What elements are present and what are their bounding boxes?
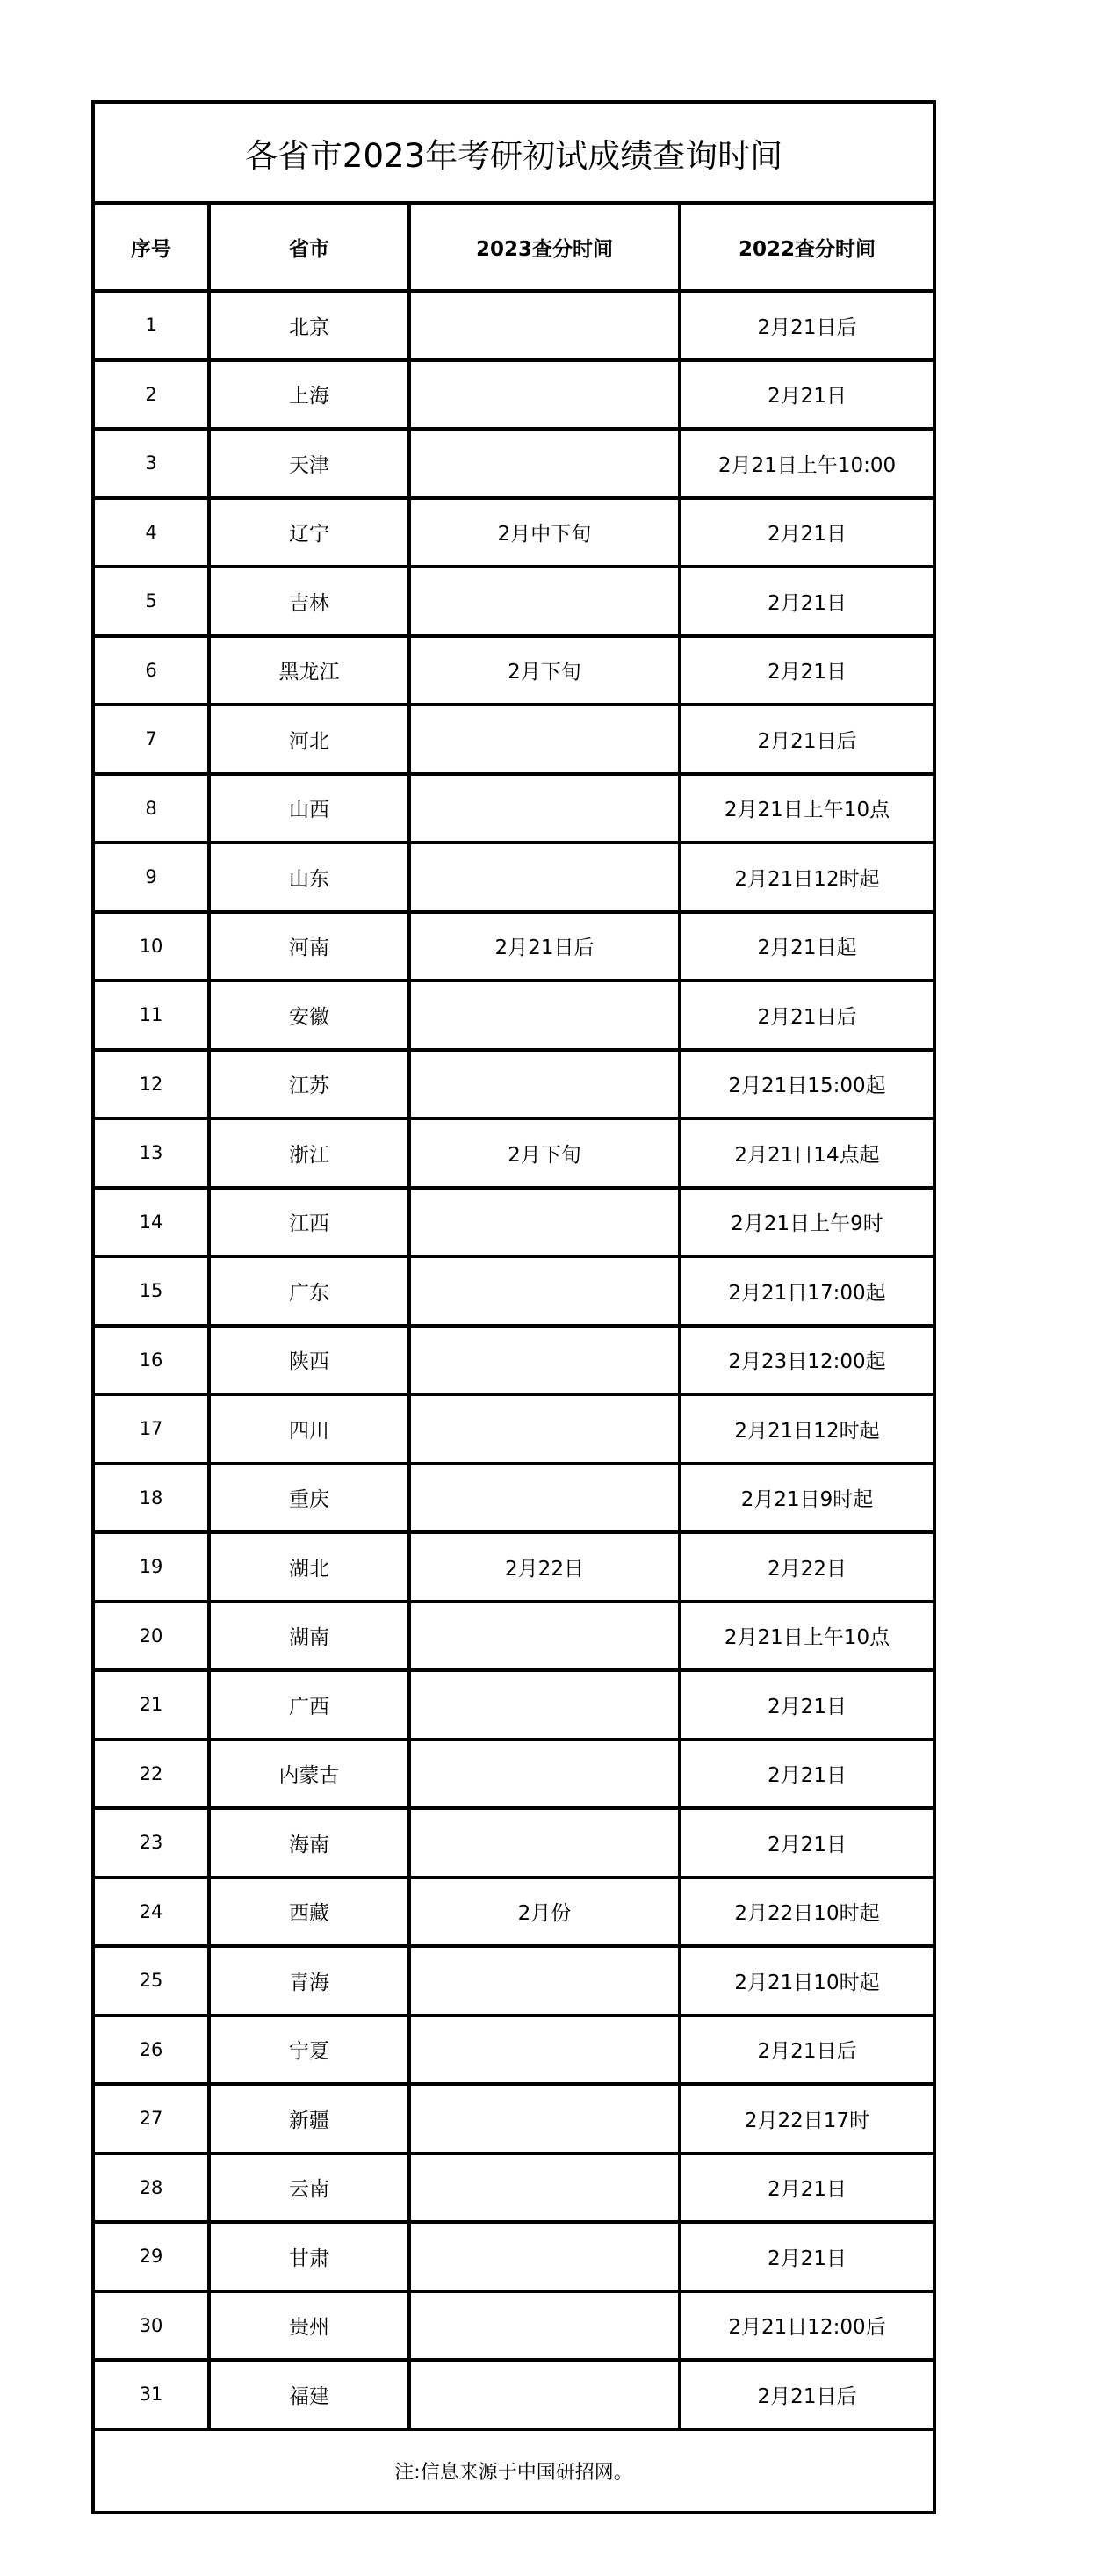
row-2023-time-cell — [407, 1948, 678, 2014]
row-2023-time-cell: 2月下旬 — [407, 638, 678, 704]
row-province-cell: 吉林 — [207, 568, 407, 634]
row-2022-time-cell: 2月21日上午10:00 — [678, 431, 933, 496]
row-index-cell: 17 — [139, 1418, 163, 1440]
table-row — [95, 1258, 933, 1328]
row-2022-time-cell: 2月21日10时起 — [678, 1948, 933, 2014]
row-province-cell: 新疆 — [207, 2086, 407, 2152]
row-province-cell: 浙江 — [207, 1120, 407, 1186]
row-index-cell: 28 — [139, 2176, 163, 2198]
row-index-cell: 8 — [145, 797, 157, 819]
row-2022-time-cell: 2月21日 — [678, 1810, 933, 1876]
row-2022-time-cell: 2月21日 — [678, 362, 933, 428]
row-2022-time-cell: 2月21日12:00后 — [678, 2293, 933, 2359]
row-2022-time-cell: 2月22日 — [678, 1534, 933, 1600]
table-row — [95, 2224, 933, 2293]
table-row — [95, 914, 933, 983]
row-province-cell: 重庆 — [207, 1465, 407, 1531]
row-2023-time-cell: 2月21日后 — [407, 914, 678, 980]
row-2023-time-cell — [407, 1190, 678, 1255]
row-2023-time-cell — [407, 1258, 678, 1324]
table-row — [95, 500, 933, 569]
table-row — [95, 1879, 933, 1949]
row-2022-time-cell: 2月21日 — [678, 568, 933, 634]
row-index-cell: 7 — [145, 728, 157, 750]
row-province-cell: 宁夏 — [207, 2017, 407, 2083]
row-2022-time-cell: 2月21日15:00起 — [678, 1052, 933, 1118]
row-index-cell: 9 — [145, 866, 157, 888]
table-row — [95, 1396, 933, 1465]
row-2023-time-cell — [407, 431, 678, 496]
table-row — [95, 706, 933, 776]
row-province-cell: 江西 — [207, 1190, 407, 1255]
row-index-cell: 4 — [145, 521, 157, 543]
row-province-cell: 陕西 — [207, 1328, 407, 1393]
row-2023-time-cell — [407, 2293, 678, 2359]
row-2023-time-cell — [407, 2155, 678, 2221]
column-header-index: 序号 — [131, 237, 171, 261]
row-province-cell: 河南 — [207, 914, 407, 980]
row-2023-time-cell — [407, 1396, 678, 1462]
row-2023-time-cell — [407, 982, 678, 1048]
row-index-cell: 30 — [139, 2314, 163, 2336]
row-2022-time-cell: 2月21日后 — [678, 293, 933, 358]
row-2022-time-cell: 2月21日12时起 — [678, 844, 933, 910]
table-footnote: 注:信息来源于中国研招网。 — [91, 2431, 936, 2514]
row-province-cell: 福建 — [207, 2362, 407, 2428]
row-index-cell: 16 — [139, 1349, 163, 1371]
row-province-cell: 北京 — [207, 293, 407, 358]
row-2022-time-cell: 2月21日起 — [678, 914, 933, 980]
row-2022-time-cell: 2月21日 — [678, 2155, 933, 2221]
row-2023-time-cell — [407, 2017, 678, 2083]
row-2022-time-cell: 2月21日上午10点 — [678, 776, 933, 842]
row-2022-time-cell: 2月21日后 — [678, 982, 933, 1048]
row-2023-time-cell: 2月下旬 — [407, 1120, 678, 1186]
row-2023-time-cell — [407, 844, 678, 910]
row-province-cell: 湖北 — [207, 1534, 407, 1600]
row-2022-time-cell: 2月21日 — [678, 2224, 933, 2290]
row-province-cell: 广西 — [207, 1672, 407, 1738]
row-index-cell: 2 — [145, 383, 157, 405]
row-index-cell: 21 — [139, 1694, 163, 1716]
row-province-cell: 辽宁 — [207, 500, 407, 566]
table-row — [95, 2017, 933, 2087]
row-2023-time-cell: 2月中下旬 — [407, 500, 678, 566]
row-2022-time-cell: 2月21日后 — [678, 2017, 933, 2083]
row-index-cell: 19 — [139, 1556, 163, 1578]
row-index-cell: 12 — [139, 1073, 163, 1095]
row-province-cell: 天津 — [207, 431, 407, 496]
row-2022-time-cell: 2月21日后 — [678, 2362, 933, 2428]
row-2022-time-cell: 2月21日 — [678, 1672, 933, 1738]
row-2022-time-cell: 2月21日 — [678, 1741, 933, 1807]
row-index-cell: 1 — [145, 315, 157, 336]
row-2022-time-cell: 2月23日12:00起 — [678, 1328, 933, 1393]
row-province-cell: 内蒙古 — [207, 1741, 407, 1807]
row-2023-time-cell — [407, 1672, 678, 1738]
row-2023-time-cell — [407, 2086, 678, 2152]
table-row — [95, 362, 933, 431]
row-2023-time-cell — [407, 1328, 678, 1393]
row-index-cell: 22 — [139, 1762, 163, 1784]
row-province-cell: 上海 — [207, 362, 407, 428]
row-province-cell: 黑龙江 — [207, 638, 407, 704]
row-2023-time-cell — [407, 1741, 678, 1807]
row-2022-time-cell: 2月21日 — [678, 638, 933, 704]
table-row — [95, 1810, 933, 1879]
row-2023-time-cell — [407, 776, 678, 842]
table-header-row — [95, 205, 933, 293]
row-2022-time-cell: 2月22日17时 — [678, 2086, 933, 2152]
row-index-cell: 13 — [139, 1142, 163, 1164]
row-2022-time-cell: 2月21日上午9时 — [678, 1190, 933, 1255]
table-row — [95, 431, 933, 500]
row-index-cell: 25 — [139, 1970, 163, 1992]
row-2023-time-cell — [407, 2224, 678, 2290]
row-province-cell: 贵州 — [207, 2293, 407, 2359]
row-2022-time-cell: 2月21日12时起 — [678, 1396, 933, 1462]
table-row — [95, 1465, 933, 1535]
row-index-cell: 10 — [139, 935, 163, 957]
row-index-cell: 15 — [139, 1280, 163, 1302]
row-index-cell: 20 — [139, 1624, 163, 1646]
table-row — [95, 1603, 933, 1673]
row-2023-time-cell — [407, 706, 678, 772]
row-index-cell: 26 — [139, 2038, 163, 2060]
row-2023-time-cell — [407, 1052, 678, 1118]
row-province-cell: 青海 — [207, 1948, 407, 2014]
table-grid — [91, 201, 936, 2431]
table-row — [95, 1120, 933, 1190]
row-2023-time-cell — [407, 1603, 678, 1669]
row-index-cell: 29 — [139, 2246, 163, 2268]
row-province-cell: 四川 — [207, 1396, 407, 1462]
table-title: 各省市2023年考研初试成绩查询时间 — [91, 100, 936, 201]
row-province-cell: 江苏 — [207, 1052, 407, 1118]
row-2023-time-cell — [407, 1810, 678, 1876]
row-2022-time-cell: 2月21日后 — [678, 706, 933, 772]
table-row — [95, 1948, 933, 2017]
row-province-cell: 安徽 — [207, 982, 407, 1048]
row-index-cell: 18 — [139, 1487, 163, 1509]
row-index-cell: 24 — [139, 1900, 163, 1922]
row-province-cell: 西藏 — [207, 1879, 407, 1945]
row-2022-time-cell: 2月21日上午10点 — [678, 1603, 933, 1669]
row-2023-time-cell: 2月22日 — [407, 1534, 678, 1600]
column-header-province: 省市 — [207, 205, 407, 289]
table-row — [95, 1052, 933, 1121]
table-row — [95, 1328, 933, 1397]
table-row — [95, 1190, 933, 1259]
table-row — [95, 568, 933, 638]
row-2023-time-cell — [407, 1465, 678, 1531]
table-row — [95, 293, 933, 362]
row-2023-time-cell — [407, 568, 678, 634]
table-row — [95, 982, 933, 1052]
row-2023-time-cell — [407, 362, 678, 428]
table-body — [95, 293, 933, 2431]
table-row — [95, 776, 933, 845]
table-row — [95, 638, 933, 707]
row-2022-time-cell: 2月22日10时起 — [678, 1879, 933, 1945]
row-province-cell: 甘肃 — [207, 2224, 407, 2290]
table-row — [95, 2293, 933, 2363]
score-query-table — [91, 100, 936, 2514]
row-province-cell: 山西 — [207, 776, 407, 842]
row-index-cell: 27 — [139, 2108, 163, 2130]
row-2023-time-cell — [407, 2362, 678, 2428]
row-2023-time-cell — [407, 293, 678, 358]
row-province-cell: 云南 — [207, 2155, 407, 2221]
row-index-cell: 11 — [139, 1004, 163, 1026]
table-row — [95, 844, 933, 914]
row-2022-time-cell: 2月21日9时起 — [678, 1465, 933, 1531]
table-row — [95, 2086, 933, 2155]
row-index-cell: 31 — [139, 2384, 163, 2406]
row-index-cell: 14 — [139, 1211, 163, 1233]
row-province-cell: 广东 — [207, 1258, 407, 1324]
row-index-cell: 23 — [139, 1832, 163, 1854]
row-index-cell: 5 — [145, 590, 157, 612]
table-row — [95, 2362, 933, 2431]
row-2022-time-cell: 2月21日17:00起 — [678, 1258, 933, 1324]
table-row — [95, 1741, 933, 1811]
table-row — [95, 2155, 933, 2225]
row-index-cell: 6 — [145, 659, 157, 681]
row-2022-time-cell: 2月21日 — [678, 500, 933, 566]
row-province-cell: 山东 — [207, 844, 407, 910]
column-header-2022-time: 2022查分时间 — [678, 205, 933, 289]
table-row — [95, 1672, 933, 1741]
row-2023-time-cell: 2月份 — [407, 1879, 678, 1945]
column-header-2023-time: 2023查分时间 — [407, 205, 678, 289]
row-province-cell: 河北 — [207, 706, 407, 772]
row-index-cell: 3 — [145, 452, 157, 474]
row-2022-time-cell: 2月21日14点起 — [678, 1120, 933, 1186]
table-row — [95, 1534, 933, 1603]
row-province-cell: 海南 — [207, 1810, 407, 1876]
row-province-cell: 湖南 — [207, 1603, 407, 1669]
